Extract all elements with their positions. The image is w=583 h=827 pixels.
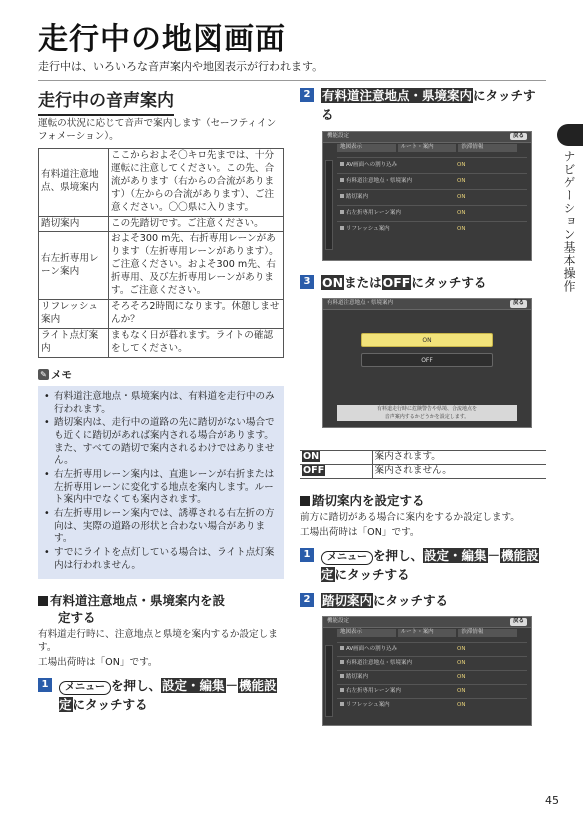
list-item: • すでにライトを点灯している場合は、ライト点灯案内は行われません。 [44, 547, 278, 572]
memo-heading [38, 368, 284, 382]
function-settings-screenshot-2 [322, 616, 532, 726]
step-text: メニュー を押し、設定・編集－機能設定にタッチする [321, 547, 539, 583]
list-item: AV画面への割り込み ON [337, 157, 527, 173]
chapter-tab-marker [557, 124, 583, 146]
off-option: OFF [361, 353, 493, 367]
list-item: リフレッシュ案内 ON [337, 221, 527, 237]
page-title: 走行中の地図画面 [38, 22, 286, 57]
step-number: 2 [300, 88, 314, 102]
list-item: 有料道注意地点・県境案内 ON [337, 173, 527, 189]
onoff-table [300, 450, 546, 479]
step-text: 有料道注意地点・県境案内にタッチする [321, 88, 536, 123]
list-item: リフレッシュ案内 ON [337, 698, 527, 712]
onoff-desc: 案内されます。 [372, 451, 546, 465]
guidance-name: ライト点灯案内 [39, 329, 109, 358]
screen-breadcrumb: 機能設定 [327, 618, 350, 625]
screen-breadcrumb: 機能設定 [327, 133, 350, 140]
list-item: 有料道注意地点・県境案内 ON [337, 656, 527, 670]
list-item: 右左折専用レーン案内 ON [337, 684, 527, 698]
guidance-text: まもなく日が暮れます。ライトの確認をしてください。 [109, 329, 284, 358]
memo-pencil-icon: ✎ [38, 369, 49, 380]
screen-header [323, 132, 531, 143]
table-row [39, 329, 284, 358]
step-number: 1 [38, 678, 52, 692]
guidance-text: そろそろ2時間になります。休憩しませんか？ [109, 300, 284, 329]
guidance-name: 有料道注意地点、県境案内 [39, 148, 109, 216]
on-key: ON [322, 274, 344, 290]
back-button: 戻る [510, 133, 527, 140]
guidance-name: リフレッシュ案内 [39, 300, 109, 329]
tab-route-guide: ルート・案内 [398, 629, 457, 637]
memo-box [38, 386, 284, 579]
step-text: ONまたはOFFにタッチする [322, 274, 487, 290]
tollroad-step-3 [300, 273, 546, 292]
tab-route-guide: ルート・案内 [398, 144, 457, 152]
step-text: 踏切案内にタッチする [322, 592, 449, 608]
screen-description: 有料道走行時に危険警告や県境、合流地点を 音声案内するかどうかを設定します。 [337, 405, 517, 421]
onoff-screenshot [322, 298, 532, 428]
crossing-step-1 [300, 546, 546, 585]
crossing-setting-desc: 前方に踏切がある場合に案内をするか設定します。 [300, 511, 520, 523]
right-column [300, 86, 546, 726]
table-row [300, 451, 546, 465]
menu-key: メニュー [321, 551, 373, 565]
chapter-label: ナビゲーション基本操作 [562, 150, 576, 293]
guidance-name: 踏切案内 [39, 216, 109, 232]
step-number: 2 [300, 593, 314, 607]
back-button: 戻る [510, 300, 527, 307]
guidance-text: ここからおよそ〇キロ先までは、十分運転に注意してください。この先、合流があります（右からの合流があります）（左からの合流があります）、ご注意ください。〇〇県に入ります。 [109, 148, 284, 216]
off-key: OFF [382, 274, 411, 290]
tab-traffic-info: 渋滞情報 [458, 144, 517, 152]
settings-edit-key: 設定・編集 [424, 547, 487, 563]
screen-header [323, 299, 531, 310]
tollroad-key: 有料道注意地点・県境案内 [322, 88, 473, 103]
crossing-key: 踏切案内 [322, 592, 373, 608]
voice-guidance-heading: 走行中の音声案内 [38, 90, 174, 116]
title-divider [38, 80, 546, 81]
back-button: 戻る [510, 618, 527, 625]
step-text: メニュー を押し、設定・編集－機能設定にタッチする [59, 677, 277, 713]
list-item: • 右左折専用レーン案内は、直進レーンが右折または左折専用レーンに変化する地点を案内します。ルート案内中でなくても案内されます。 [44, 469, 278, 507]
screen-breadcrumb: 有料道注意地点・県境案内 [327, 300, 394, 307]
onoff-key-cell: OFF [300, 465, 372, 479]
screen-scrollbar [325, 645, 333, 717]
function-settings-key: 機能設定 [321, 547, 539, 583]
list-item: 踏切案内 ON [337, 189, 527, 205]
tollroad-default-note: 工場出荷時は「ON」です。 [38, 656, 158, 668]
guidance-text: この先踏切です。ご注意ください。 [109, 216, 284, 232]
tab-map-display: 地図表示 [337, 144, 396, 152]
voice-guidance-table [38, 148, 284, 358]
crossing-setting-heading: 踏切案内を設定する [300, 493, 546, 510]
table-row [39, 300, 284, 329]
onoff-desc: 案内されません。 [372, 465, 546, 479]
tollroad-setting-heading: 有料道注意地点・県境案内を設 定する [38, 593, 284, 627]
tab-traffic-info: 渋滞情報 [458, 629, 517, 637]
tollroad-step-2 [300, 86, 546, 125]
screen-header [323, 617, 531, 628]
page-subtitle: 走行中は、いろいろな音声案内や地図表示が行われます。 [38, 60, 324, 73]
table-row [39, 216, 284, 232]
voice-guidance-intro: 運転の状況に応じて音声で案内します（セーフティインフォメーション）。 [38, 117, 277, 142]
settings-edit-key: 設定・編集 [162, 677, 225, 693]
guidance-name: 右左折専用レーン案内 [39, 232, 109, 300]
list-item: 右左折専用レーン案内 ON [337, 205, 527, 221]
left-column [38, 90, 284, 715]
crossing-step-2 [300, 591, 546, 610]
crossing-default-note: 工場出荷時は「ON」です。 [300, 526, 420, 538]
menu-key: メニュー [59, 681, 111, 695]
table-row [300, 465, 546, 479]
list-item: • 踏切案内は、走行中の道路の先に踏切がない場合でも近くに踏切があれば案内される場合があります。また、すべての踏切で案内されるわけではありません。 [44, 417, 278, 468]
list-item: • 有料道注意地点・県境案内は、有料道を走行中のみ行われます。 [44, 391, 278, 416]
table-row [39, 148, 284, 216]
tollroad-step-1 [38, 676, 284, 715]
tab-map-display: 地図表示 [337, 629, 396, 637]
guidance-text: およそ300 m先、右折専用レーンがあります（左折専用レーンがあります）。ご注意ください。およそ300 m先、右折専用、及び左折専用レーンがあります。ご注意ください。 [109, 232, 284, 300]
heading-square-icon [300, 496, 310, 506]
step-number: 3 [300, 275, 314, 289]
table-row [39, 232, 284, 300]
function-settings-key: 機能設定 [59, 677, 277, 713]
screen-tabs [323, 143, 531, 153]
function-settings-screenshot [322, 131, 532, 261]
heading-square-icon [38, 596, 48, 606]
onoff-key-cell: ON [300, 451, 372, 465]
list-item: • 右左折専用レーン案内では、誘導される右左折の方向は、実際の道路の形状と合わない場合があります。 [44, 508, 278, 546]
memo-label: メモ [51, 368, 72, 381]
step-number: 1 [300, 548, 314, 562]
on-option: ON [361, 333, 493, 347]
screen-tabs [323, 628, 531, 638]
page-number: 45 [545, 794, 559, 808]
list-item: AV画面への割り込み ON [337, 642, 527, 656]
tollroad-setting-desc: 有料道走行時に、注意地点と県境を案内するか設定します。 [38, 628, 278, 653]
list-item: 踏切案内 ON [337, 670, 527, 684]
screen-scrollbar [325, 160, 333, 250]
